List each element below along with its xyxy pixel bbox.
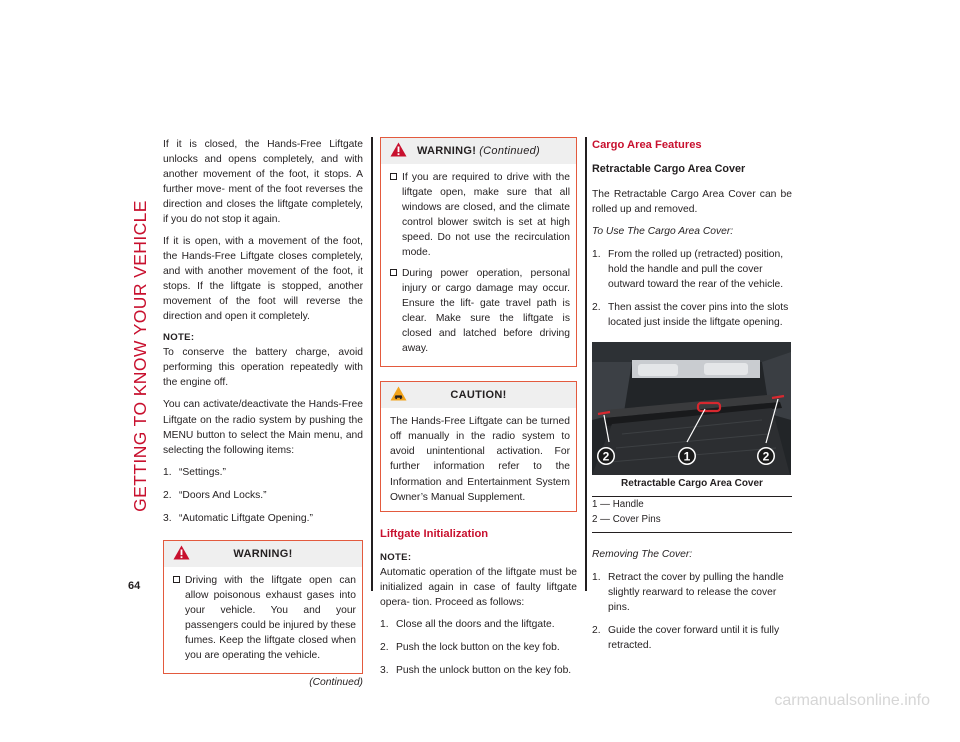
figure-caption: Retractable Cargo Area Cover — [621, 478, 763, 490]
legend-item-cover-pins: 2 — Cover Pins — [592, 512, 792, 532]
bullet-square-icon — [390, 173, 397, 180]
subsection-heading: Retractable Cargo Area Cover — [592, 163, 746, 176]
side-title-text: GETTING TO KNOW YOUR VEHICLE — [130, 200, 151, 512]
caution-header — [381, 382, 576, 408]
caution-body — [381, 408, 576, 510]
remove-steps-list — [592, 570, 792, 653]
column-divider-2 — [585, 137, 587, 591]
list-item: 3. “Automatic Liftgate Opening.” — [163, 512, 313, 524]
initialization-steps-list — [380, 617, 577, 678]
procedure-label: To Use The Cargo Area Cover: — [592, 226, 734, 238]
legend-item-handle: 1 — Handle — [592, 498, 644, 510]
section-heading: Liftgate Initialization — [380, 527, 489, 540]
list-item: 1. “Settings.” — [163, 466, 226, 478]
warning-bullet: Driving with the liftgate open can allow poisonous exhaust gases into your vehicle. You and your passengers could be injured by these fumes. Keep the liftgate closed when you are operating the vehicle. — [173, 573, 356, 663]
warning-header — [381, 138, 576, 164]
page-number: 64 — [128, 580, 141, 592]
warning-box — [163, 540, 363, 674]
column-3 — [592, 137, 792, 661]
callout-pin-left: 2 — [602, 449, 610, 464]
caution-box — [380, 381, 577, 511]
bullet-square-icon — [390, 269, 397, 276]
warning-continued-box — [380, 137, 577, 367]
warning-title: WARNING! — [233, 547, 293, 560]
list-item: 1. Close all the doors and the liftgate. — [380, 619, 555, 630]
list-item: 3. Push the unlock button on the key fob. — [380, 665, 572, 677]
list-item: 1. Retract the cover by pulling the handle slightly rearward to release the cover pins. — [592, 571, 784, 613]
watermark: carmanualsonline.info — [774, 692, 930, 709]
section-heading: Cargo Area Features — [592, 139, 702, 151]
warning-triangle-icon — [390, 142, 407, 162]
caution-title: CAUTION! — [450, 389, 507, 402]
list-item: 1. From the rolled up (retracted) position, hold the handle and pull the cover outward toward the rear of the vehicle. — [592, 249, 784, 291]
callout-pin-right: 2 — [762, 449, 770, 464]
warning-header — [164, 541, 362, 567]
warning-continued-label: (Continued) — [479, 144, 540, 157]
warning-title: WARNING! — [416, 144, 477, 157]
continued-label: (Continued) — [309, 676, 363, 688]
paragraph: If it is open, with a movement of the foot, the Hands-Free Liftgate closes completely, and with another movement of the foot, it stops. If the liftgate is stopped, another movement of the foot will reverse the direction and open it completely. — [163, 236, 363, 323]
note-text: Automatic operation of the liftgate must be initialized again in case of faulty liftgate opera- tion. Proceed as follows: — [380, 566, 577, 608]
callout-handle: 1 — [683, 449, 691, 464]
warning-bullet: During power operation, personal injury or cargo damage may occur. Ensure the lift- gate travel path is clear. Make sure the liftgate is closed and latched before driving away. — [390, 266, 570, 356]
note-label: NOTE: — [380, 551, 412, 563]
caution-text: The Hands-Free Liftgate can be turned off manually in the radio system to avoid unintentional activation. For further information refer to the Information and Entertainment System Owner’s Manual Supplement. — [390, 416, 570, 503]
bullet-square-icon — [173, 576, 180, 583]
cargo-area-illustration — [592, 342, 791, 475]
list-item: 2. Then assist the cover pins into the slots located just inside the liftgate opening. — [592, 302, 789, 329]
procedure-label: Removing The Cover: — [592, 548, 693, 560]
column-2 — [380, 137, 577, 686]
list-item: 2. Guide the cover forward until it is fully retracted. — [592, 624, 780, 651]
paragraph: You can activate/deactivate the Hands-Free Liftgate on the radio system by pushing the MENU button to select the Main menu, and selecting the following items: — [163, 399, 363, 456]
warning-bullet: If you are required to drive with the liftgate open, make sure that all windows are closed, and the climate control blower switch is set at high speed. Do not use the recirculation mode. — [390, 170, 570, 260]
list-item: 2. “Doors And Locks.” — [163, 489, 267, 501]
note-text: To conserve the battery charge, avoid performing this operation repeatedly with the engine off. — [163, 347, 363, 389]
column-1 — [163, 137, 363, 690]
paragraph: The Retractable Cargo Area Cover can be rolled up and removed. — [592, 189, 792, 216]
warning-body — [381, 164, 576, 366]
use-steps-list — [592, 247, 792, 330]
cargo-cover-photo — [592, 342, 791, 475]
settings-steps-list — [163, 465, 363, 526]
caution-car-icon — [390, 386, 407, 406]
column-divider-1 — [371, 137, 373, 591]
list-item: 2. Push the lock button on the key fob. — [380, 642, 560, 654]
note-label: NOTE: — [163, 332, 195, 344]
warning-body — [164, 567, 362, 673]
side-running-title — [128, 136, 154, 576]
paragraph: If it is closed, the Hands-Free Liftgate unlocks and opens completely, and with another movement of the foot, it stops. A further move- ment of the foot reverses the direction and closes the liftgate completely, if you do not stop it again. — [163, 139, 363, 226]
warning-triangle-icon — [173, 545, 190, 565]
